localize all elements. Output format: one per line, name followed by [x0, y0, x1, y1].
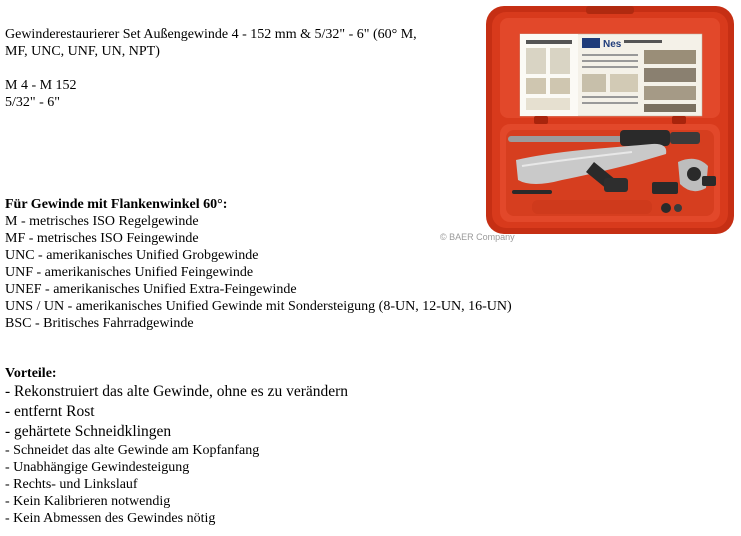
list-item: - Rechts- und Linkslauf	[5, 477, 138, 492]
list-item: BSC - Britisches Fahrradgewinde	[5, 316, 194, 331]
list-item: M - metrisches ISO Regelgewinde	[5, 214, 199, 229]
list-item: MF - metrisches ISO Feingewinde	[5, 231, 199, 246]
list-item: - Schneidet das alte Gewinde am Kopfanfang	[5, 443, 260, 458]
thread-types-heading: Für Gewinde mit Flankenwinkel 60°:	[5, 197, 228, 212]
list-item: UNS / UN - amerikanisches Unified Gewinde mit Sondersteigung (8-UN, 12-UN, 16-UN)	[5, 299, 512, 314]
thread-types-section	[5, 196, 512, 332]
range-metric: M 4 - M 152	[5, 78, 77, 93]
copyright-notice: © BAER Company	[440, 232, 515, 242]
advantages-heading: Vorteile:	[5, 366, 57, 381]
list-item: - Kein Abmessen des Gewindes nötig	[5, 511, 216, 526]
list-item: - Rekonstruiert das alte Gewinde, ohne es zu verändern	[5, 383, 349, 400]
case-label: Nes	[603, 39, 622, 50]
product-title: Gewinderestaurierer Set Außengewinde 4 - 152 mm & 5/32" - 6" (60° M, MF, UNC, UNF, UN, NPT)	[5, 27, 417, 59]
product-header	[5, 26, 437, 111]
list-item: - Unabhängige Gewindesteigung	[5, 460, 190, 475]
list-item: - entfernt Rost	[5, 403, 95, 420]
product-image	[482, 4, 738, 236]
list-item: UNC - amerikanisches Unified Grobgewinde	[5, 248, 259, 263]
list-item: - Kein Kalibrieren notwendig	[5, 494, 171, 509]
list-item: - gehärtete Schneidklingen	[5, 423, 172, 440]
list-item: UNEF - amerikanisches Unified Extra-Feingewinde	[5, 282, 297, 297]
range-inch: 5/32" - 6"	[5, 95, 60, 110]
list-item: UNF - amerikanisches Unified Feingewinde	[5, 265, 254, 280]
advantages-section	[5, 365, 348, 527]
instruction-sheet	[520, 34, 702, 116]
